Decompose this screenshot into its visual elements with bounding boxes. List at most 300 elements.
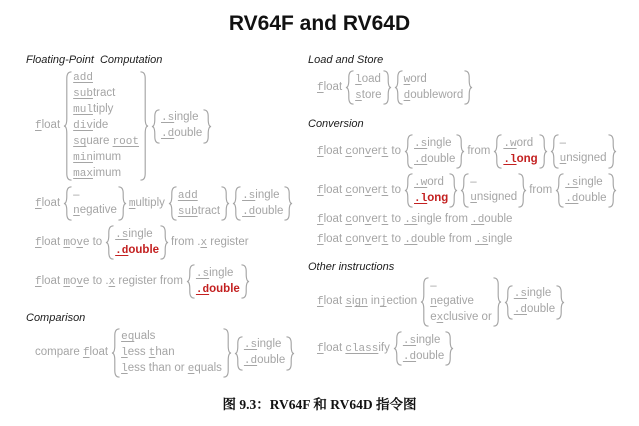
opcode-letters: sq bbox=[73, 136, 87, 148]
word-text: tiply bbox=[92, 103, 114, 115]
opcode-letters: add bbox=[73, 72, 93, 84]
opcode-letters: .d bbox=[513, 304, 527, 316]
word-text: ouble bbox=[209, 282, 240, 295]
brace-item bbox=[470, 190, 517, 206]
right-brace-icon bbox=[241, 264, 250, 299]
word-text: tract bbox=[92, 87, 116, 99]
brace-item-stack bbox=[241, 188, 284, 220]
instruction-row bbox=[26, 328, 308, 378]
instruction-text bbox=[317, 341, 390, 357]
opcode-letters: j bbox=[379, 296, 387, 308]
opcode-letters: .s bbox=[115, 228, 129, 241]
brace-item bbox=[161, 110, 202, 126]
word-text: ong bbox=[427, 191, 449, 204]
left-brace-icon bbox=[394, 70, 403, 105]
opcode-letters: .w bbox=[503, 137, 517, 150]
left-brace-icon bbox=[168, 186, 177, 221]
word-text: imum bbox=[92, 167, 122, 179]
opcode-letters: .d bbox=[414, 153, 428, 166]
instruction-row bbox=[26, 264, 308, 299]
opcode-letters: gn bbox=[354, 296, 368, 308]
left-brace-icon bbox=[504, 285, 513, 320]
instruction-text bbox=[171, 235, 249, 251]
opcode-letters: f bbox=[317, 234, 324, 246]
opcode-letters: c bbox=[345, 214, 352, 226]
brace-item bbox=[161, 126, 202, 142]
opcode-letters: v bbox=[76, 275, 83, 288]
brace-item-stack bbox=[354, 72, 382, 104]
word-text: loat bbox=[323, 80, 343, 93]
word-text: ide bbox=[92, 119, 109, 131]
opcode-letters: .s bbox=[513, 288, 527, 300]
opcode-letters: m bbox=[63, 275, 70, 288]
right-brace-icon bbox=[383, 70, 392, 105]
opcode-letters: f bbox=[317, 214, 324, 226]
word-text: from . bbox=[171, 235, 201, 248]
opcode-letters: v bbox=[76, 236, 83, 249]
opcode-letters: min bbox=[73, 152, 93, 164]
opcode-letters: .s bbox=[565, 176, 579, 189]
word-text: ingle bbox=[255, 188, 280, 201]
right-brace-icon bbox=[221, 186, 230, 221]
opcode-letters: x bbox=[200, 236, 208, 249]
opcode-letters: .s bbox=[160, 112, 175, 124]
word-text: uare bbox=[86, 135, 113, 147]
brace-item-stack bbox=[402, 333, 445, 365]
brace-item bbox=[414, 152, 455, 168]
opcode-letters: .s bbox=[404, 214, 418, 226]
brace-item bbox=[430, 279, 492, 294]
left-brace-icon bbox=[555, 173, 564, 208]
word-text: e to bbox=[82, 235, 103, 248]
opcode-letters: d bbox=[403, 89, 411, 102]
brace-item bbox=[196, 266, 240, 282]
word-text: in bbox=[367, 295, 380, 307]
word-text: ingle bbox=[578, 175, 603, 188]
word-text: er bbox=[371, 233, 382, 245]
opcode-letters: div bbox=[73, 120, 93, 132]
word-text: – bbox=[470, 176, 477, 188]
opcode-letters: .d bbox=[404, 234, 418, 246]
brace-group bbox=[404, 173, 458, 208]
opcode-letters: f bbox=[35, 197, 42, 210]
opcode-letters: t bbox=[381, 145, 389, 158]
brace-item bbox=[73, 150, 139, 166]
brace-group bbox=[234, 336, 295, 371]
instruction-row bbox=[308, 173, 638, 208]
left-column bbox=[26, 54, 308, 382]
brace-item-stack bbox=[429, 279, 493, 326]
left-brace-icon bbox=[63, 186, 72, 221]
brace-item-stack bbox=[120, 329, 223, 377]
brace-group bbox=[404, 134, 465, 169]
word-text: han bbox=[155, 346, 175, 358]
brace-item-stack bbox=[413, 136, 456, 168]
brace-item-stack bbox=[413, 175, 449, 207]
instruction-text bbox=[35, 274, 183, 290]
left-brace-icon bbox=[345, 70, 354, 105]
brace-item-stack bbox=[160, 110, 203, 142]
instruction-row bbox=[308, 70, 638, 105]
opcode-letters: w bbox=[403, 73, 411, 86]
word-text: loat bbox=[323, 144, 346, 157]
opcode-letters: .s bbox=[414, 137, 428, 150]
instruction-text bbox=[317, 183, 401, 199]
opcode-letters: l bbox=[121, 363, 128, 375]
opcode-letters: mul bbox=[73, 104, 93, 116]
left-brace-icon bbox=[404, 173, 413, 208]
brace-item bbox=[565, 191, 606, 207]
word-text: egative bbox=[436, 294, 474, 307]
brace-item-stack bbox=[469, 175, 518, 206]
left-brace-icon bbox=[404, 134, 413, 169]
section-heading: Load and Store bbox=[308, 54, 384, 66]
word-text: ingle bbox=[174, 111, 199, 123]
instruction-row bbox=[26, 70, 308, 182]
word-text: loat bbox=[323, 213, 346, 225]
brace-item bbox=[73, 70, 139, 86]
left-brace-icon bbox=[420, 277, 429, 327]
brace-item bbox=[514, 286, 555, 302]
right-brace-icon bbox=[203, 109, 212, 144]
right-brace-icon bbox=[556, 285, 565, 320]
opcode-letters: v bbox=[364, 234, 372, 246]
word-text: e to . bbox=[82, 274, 109, 287]
opcode-letters: f bbox=[35, 236, 42, 249]
opcode-letters: u bbox=[559, 153, 567, 165]
left-brace-icon bbox=[63, 71, 72, 181]
brace-item bbox=[414, 191, 448, 207]
brace-item-stack bbox=[72, 188, 118, 219]
right-brace-icon bbox=[160, 225, 169, 260]
opcode-letters: u bbox=[470, 192, 477, 204]
brace-group bbox=[105, 225, 169, 260]
word-text: ingle from bbox=[417, 213, 472, 225]
opcode-letters: l bbox=[355, 73, 362, 86]
word-text: ingle bbox=[209, 266, 234, 279]
opcode-letters: .d bbox=[195, 283, 210, 296]
brace-item bbox=[503, 152, 537, 168]
instruction-text bbox=[35, 118, 60, 134]
opcode-letters: f bbox=[82, 347, 90, 359]
opcode-letters: f bbox=[317, 184, 324, 197]
word-text: on bbox=[351, 144, 365, 157]
opcode-letters: eq bbox=[121, 331, 135, 343]
word-text: loat bbox=[41, 196, 61, 209]
brace-item bbox=[403, 333, 444, 349]
brace-group bbox=[460, 173, 527, 208]
opcode-letters: .d bbox=[565, 192, 579, 205]
right-brace-icon bbox=[539, 134, 548, 169]
word-text: register from bbox=[115, 274, 183, 287]
left-brace-icon bbox=[186, 264, 195, 299]
brace-group bbox=[504, 285, 565, 320]
word-text: ouble bbox=[416, 349, 445, 362]
brace-group bbox=[63, 186, 127, 221]
right-brace-icon bbox=[518, 173, 527, 208]
opcode-letters: m bbox=[128, 197, 136, 210]
left-brace-icon bbox=[105, 225, 114, 260]
left-brace-icon bbox=[550, 134, 559, 169]
brace-group bbox=[111, 328, 232, 378]
opcode-letters: root bbox=[112, 136, 139, 148]
word-text: loat bbox=[323, 233, 346, 245]
brace-item bbox=[73, 134, 139, 150]
brace-group bbox=[555, 173, 616, 208]
brace-item bbox=[73, 102, 139, 118]
left-brace-icon bbox=[393, 331, 402, 366]
word-text: ection bbox=[386, 295, 418, 307]
brace-item bbox=[414, 175, 448, 191]
brace-group bbox=[420, 277, 502, 327]
brace-item-stack bbox=[502, 136, 538, 168]
word-text: – bbox=[73, 189, 80, 201]
left-brace-icon bbox=[234, 336, 243, 371]
opcode-letters: .s bbox=[243, 339, 258, 351]
word-text: ify bbox=[378, 341, 390, 354]
brace-item bbox=[121, 361, 222, 377]
right-brace-icon bbox=[456, 134, 465, 169]
instruction-row bbox=[308, 331, 638, 366]
instruction-text bbox=[317, 212, 512, 228]
opcode-letters: c bbox=[345, 184, 352, 197]
word-text: ord bbox=[410, 72, 427, 85]
brace-item-stack bbox=[114, 227, 160, 259]
brace-item bbox=[121, 329, 222, 345]
opcode-letters: f bbox=[317, 145, 324, 158]
brace-item bbox=[242, 188, 283, 204]
brace-item bbox=[244, 353, 285, 369]
word-text: compare bbox=[35, 346, 83, 358]
right-brace-icon bbox=[464, 70, 473, 105]
word-text: loat bbox=[41, 274, 64, 287]
brace-item bbox=[404, 88, 464, 104]
opcode-letters: m bbox=[63, 236, 70, 249]
opcode-letters: v bbox=[364, 184, 372, 197]
word-text: ouble bbox=[484, 213, 513, 225]
opcode-letters: s bbox=[345, 296, 352, 308]
opcode-letters: l bbox=[121, 347, 128, 359]
word-text: ouble bbox=[578, 191, 607, 204]
word-text: er bbox=[371, 213, 382, 225]
opcode-letters: x bbox=[436, 311, 444, 324]
brace-item bbox=[73, 86, 139, 102]
word-text: loat bbox=[41, 235, 64, 248]
word-text: ultiply bbox=[135, 196, 165, 209]
brace-item bbox=[430, 310, 492, 326]
word-text: imum bbox=[92, 151, 122, 163]
opcode-letters: .s bbox=[474, 234, 489, 246]
word-text: to bbox=[388, 183, 402, 196]
word-text: oad bbox=[361, 72, 381, 85]
brace-item bbox=[414, 136, 455, 152]
word-text: on bbox=[351, 213, 365, 225]
opcode-letters: add bbox=[177, 189, 198, 202]
brace-item bbox=[115, 243, 159, 259]
word-text: ouble bbox=[427, 152, 456, 165]
brace-item bbox=[73, 188, 117, 203]
word-text: on bbox=[351, 233, 365, 245]
left-brace-icon bbox=[111, 328, 120, 378]
opcode-letters: t bbox=[381, 214, 389, 226]
word-text: loat bbox=[323, 295, 346, 307]
word-text: ouble bbox=[257, 354, 286, 366]
opcode-letters: .w bbox=[414, 176, 428, 189]
word-text: ingle bbox=[128, 227, 153, 240]
opcode-letters: t bbox=[381, 234, 389, 246]
right-brace-icon bbox=[449, 173, 458, 208]
section-heading: Comparison bbox=[26, 312, 86, 324]
brace-group bbox=[394, 70, 474, 105]
brace-item-stack bbox=[513, 286, 556, 318]
word-text: on bbox=[351, 183, 365, 196]
right-brace-icon bbox=[286, 336, 295, 371]
right-brace-icon bbox=[284, 186, 293, 221]
word-text: ingle bbox=[427, 136, 452, 149]
word-text: ingle bbox=[488, 233, 513, 245]
brace-item-stack bbox=[177, 188, 221, 220]
word-text: tore bbox=[361, 88, 382, 101]
brace-item bbox=[514, 302, 555, 318]
section-heading: Floating-Point Computation bbox=[26, 54, 163, 66]
word-text: ong bbox=[516, 152, 538, 165]
word-text: loat bbox=[323, 183, 346, 196]
word-text: egative bbox=[79, 204, 117, 216]
opcode-letters: .d bbox=[242, 205, 256, 218]
instruction-row bbox=[26, 225, 308, 260]
word-text: register bbox=[207, 235, 249, 248]
brace-item bbox=[403, 349, 444, 365]
figure-caption: 图 9.3：RV64F 和 RV64D 指令图 bbox=[222, 397, 417, 412]
word-text: ord bbox=[516, 136, 534, 149]
brace-item bbox=[560, 136, 607, 151]
word-text: from bbox=[529, 184, 553, 196]
word-text: uals bbox=[134, 330, 156, 342]
opcode-letters: sub bbox=[73, 88, 93, 100]
figure-title: RV64F and RV64D bbox=[228, 12, 411, 35]
opcode-letters: f bbox=[317, 296, 324, 308]
right-brace-icon bbox=[608, 134, 617, 169]
section-heading: Other instructions bbox=[308, 261, 395, 273]
word-text: loat bbox=[41, 119, 61, 131]
opcode-letters: f bbox=[35, 120, 42, 132]
opcode-letters: e bbox=[187, 363, 195, 375]
left-brace-icon bbox=[151, 109, 160, 144]
word-text: loat bbox=[89, 346, 109, 358]
instruction-text bbox=[35, 345, 108, 361]
instruction-text bbox=[467, 144, 490, 159]
opcode-letters: t bbox=[148, 347, 156, 359]
opcode-letters: t bbox=[381, 184, 389, 197]
instruction-row bbox=[308, 212, 638, 228]
right-column bbox=[308, 54, 638, 370]
word-text: e bbox=[430, 310, 437, 323]
opcode-letters: .d bbox=[243, 355, 258, 367]
brace-group bbox=[393, 331, 454, 366]
word-text: ord bbox=[427, 175, 444, 188]
opcode-letters: c bbox=[345, 145, 352, 158]
brace-item bbox=[73, 166, 139, 182]
brace-item bbox=[355, 72, 381, 88]
word-text: ouble bbox=[128, 243, 160, 256]
instruction-text bbox=[317, 144, 401, 160]
brace-item-stack bbox=[72, 70, 140, 182]
right-brace-icon bbox=[223, 328, 232, 378]
right-brace-icon bbox=[445, 331, 454, 366]
instruction-text bbox=[35, 235, 102, 251]
brace-item bbox=[121, 345, 222, 361]
word-text: o bbox=[69, 235, 77, 248]
brace-item bbox=[115, 227, 159, 243]
instruction-text bbox=[317, 232, 512, 248]
word-text: er bbox=[371, 183, 382, 196]
brace-item-stack bbox=[403, 72, 465, 104]
brace-item-stack bbox=[564, 175, 607, 207]
brace-group bbox=[232, 186, 293, 221]
word-text: ouble from bbox=[417, 233, 475, 245]
opcode-letters: n bbox=[73, 205, 80, 217]
word-text: clusive or bbox=[443, 310, 492, 323]
brace-item-stack bbox=[195, 266, 241, 298]
brace-item bbox=[196, 282, 240, 298]
brace-item bbox=[178, 188, 220, 204]
word-text: from bbox=[467, 145, 491, 157]
brace-group bbox=[493, 134, 547, 169]
brace-group bbox=[168, 186, 230, 221]
brace-item bbox=[355, 88, 381, 104]
right-brace-icon bbox=[608, 173, 617, 208]
brace-item bbox=[560, 151, 607, 167]
opcode-letters: .d bbox=[160, 128, 175, 140]
instruction-text bbox=[529, 183, 552, 198]
opcode-letters: x bbox=[108, 275, 116, 288]
word-text: nsigned bbox=[476, 191, 518, 203]
brace-group bbox=[63, 70, 149, 182]
section-heading: Conversion bbox=[308, 118, 364, 130]
brace-group bbox=[151, 109, 212, 144]
brace-item bbox=[73, 203, 117, 219]
instruction-text bbox=[317, 294, 417, 310]
word-text: ess than or bbox=[127, 362, 188, 374]
opcode-letters: .d bbox=[471, 214, 485, 226]
word-text: quals bbox=[194, 362, 222, 374]
opcode-letters: f bbox=[317, 342, 324, 355]
opcode-letters: v bbox=[364, 214, 372, 226]
word-text: ingle bbox=[526, 287, 552, 299]
word-text: ouble bbox=[526, 303, 556, 315]
opcode-letters: sub bbox=[177, 205, 198, 218]
right-brace-icon bbox=[140, 71, 149, 181]
opcode-letters: .s bbox=[195, 267, 210, 280]
word-text: ouble bbox=[174, 127, 203, 139]
instruction-row bbox=[308, 277, 638, 327]
word-text: ingle bbox=[416, 333, 441, 346]
opcode-letters: f bbox=[35, 275, 42, 288]
opcode-letters: s bbox=[355, 89, 362, 102]
right-brace-icon bbox=[118, 186, 127, 221]
word-text: – bbox=[430, 279, 437, 292]
brace-item bbox=[503, 136, 537, 152]
brace-item bbox=[404, 72, 464, 88]
brace-group bbox=[186, 264, 250, 299]
opcode-letters: c bbox=[345, 234, 352, 246]
brace-item-stack bbox=[559, 136, 608, 167]
opcode-letters: max bbox=[73, 168, 93, 180]
brace-item bbox=[430, 294, 492, 310]
brace-item bbox=[242, 204, 283, 220]
word-text: ingle bbox=[257, 338, 282, 350]
opcode-letters: .s bbox=[242, 189, 256, 202]
